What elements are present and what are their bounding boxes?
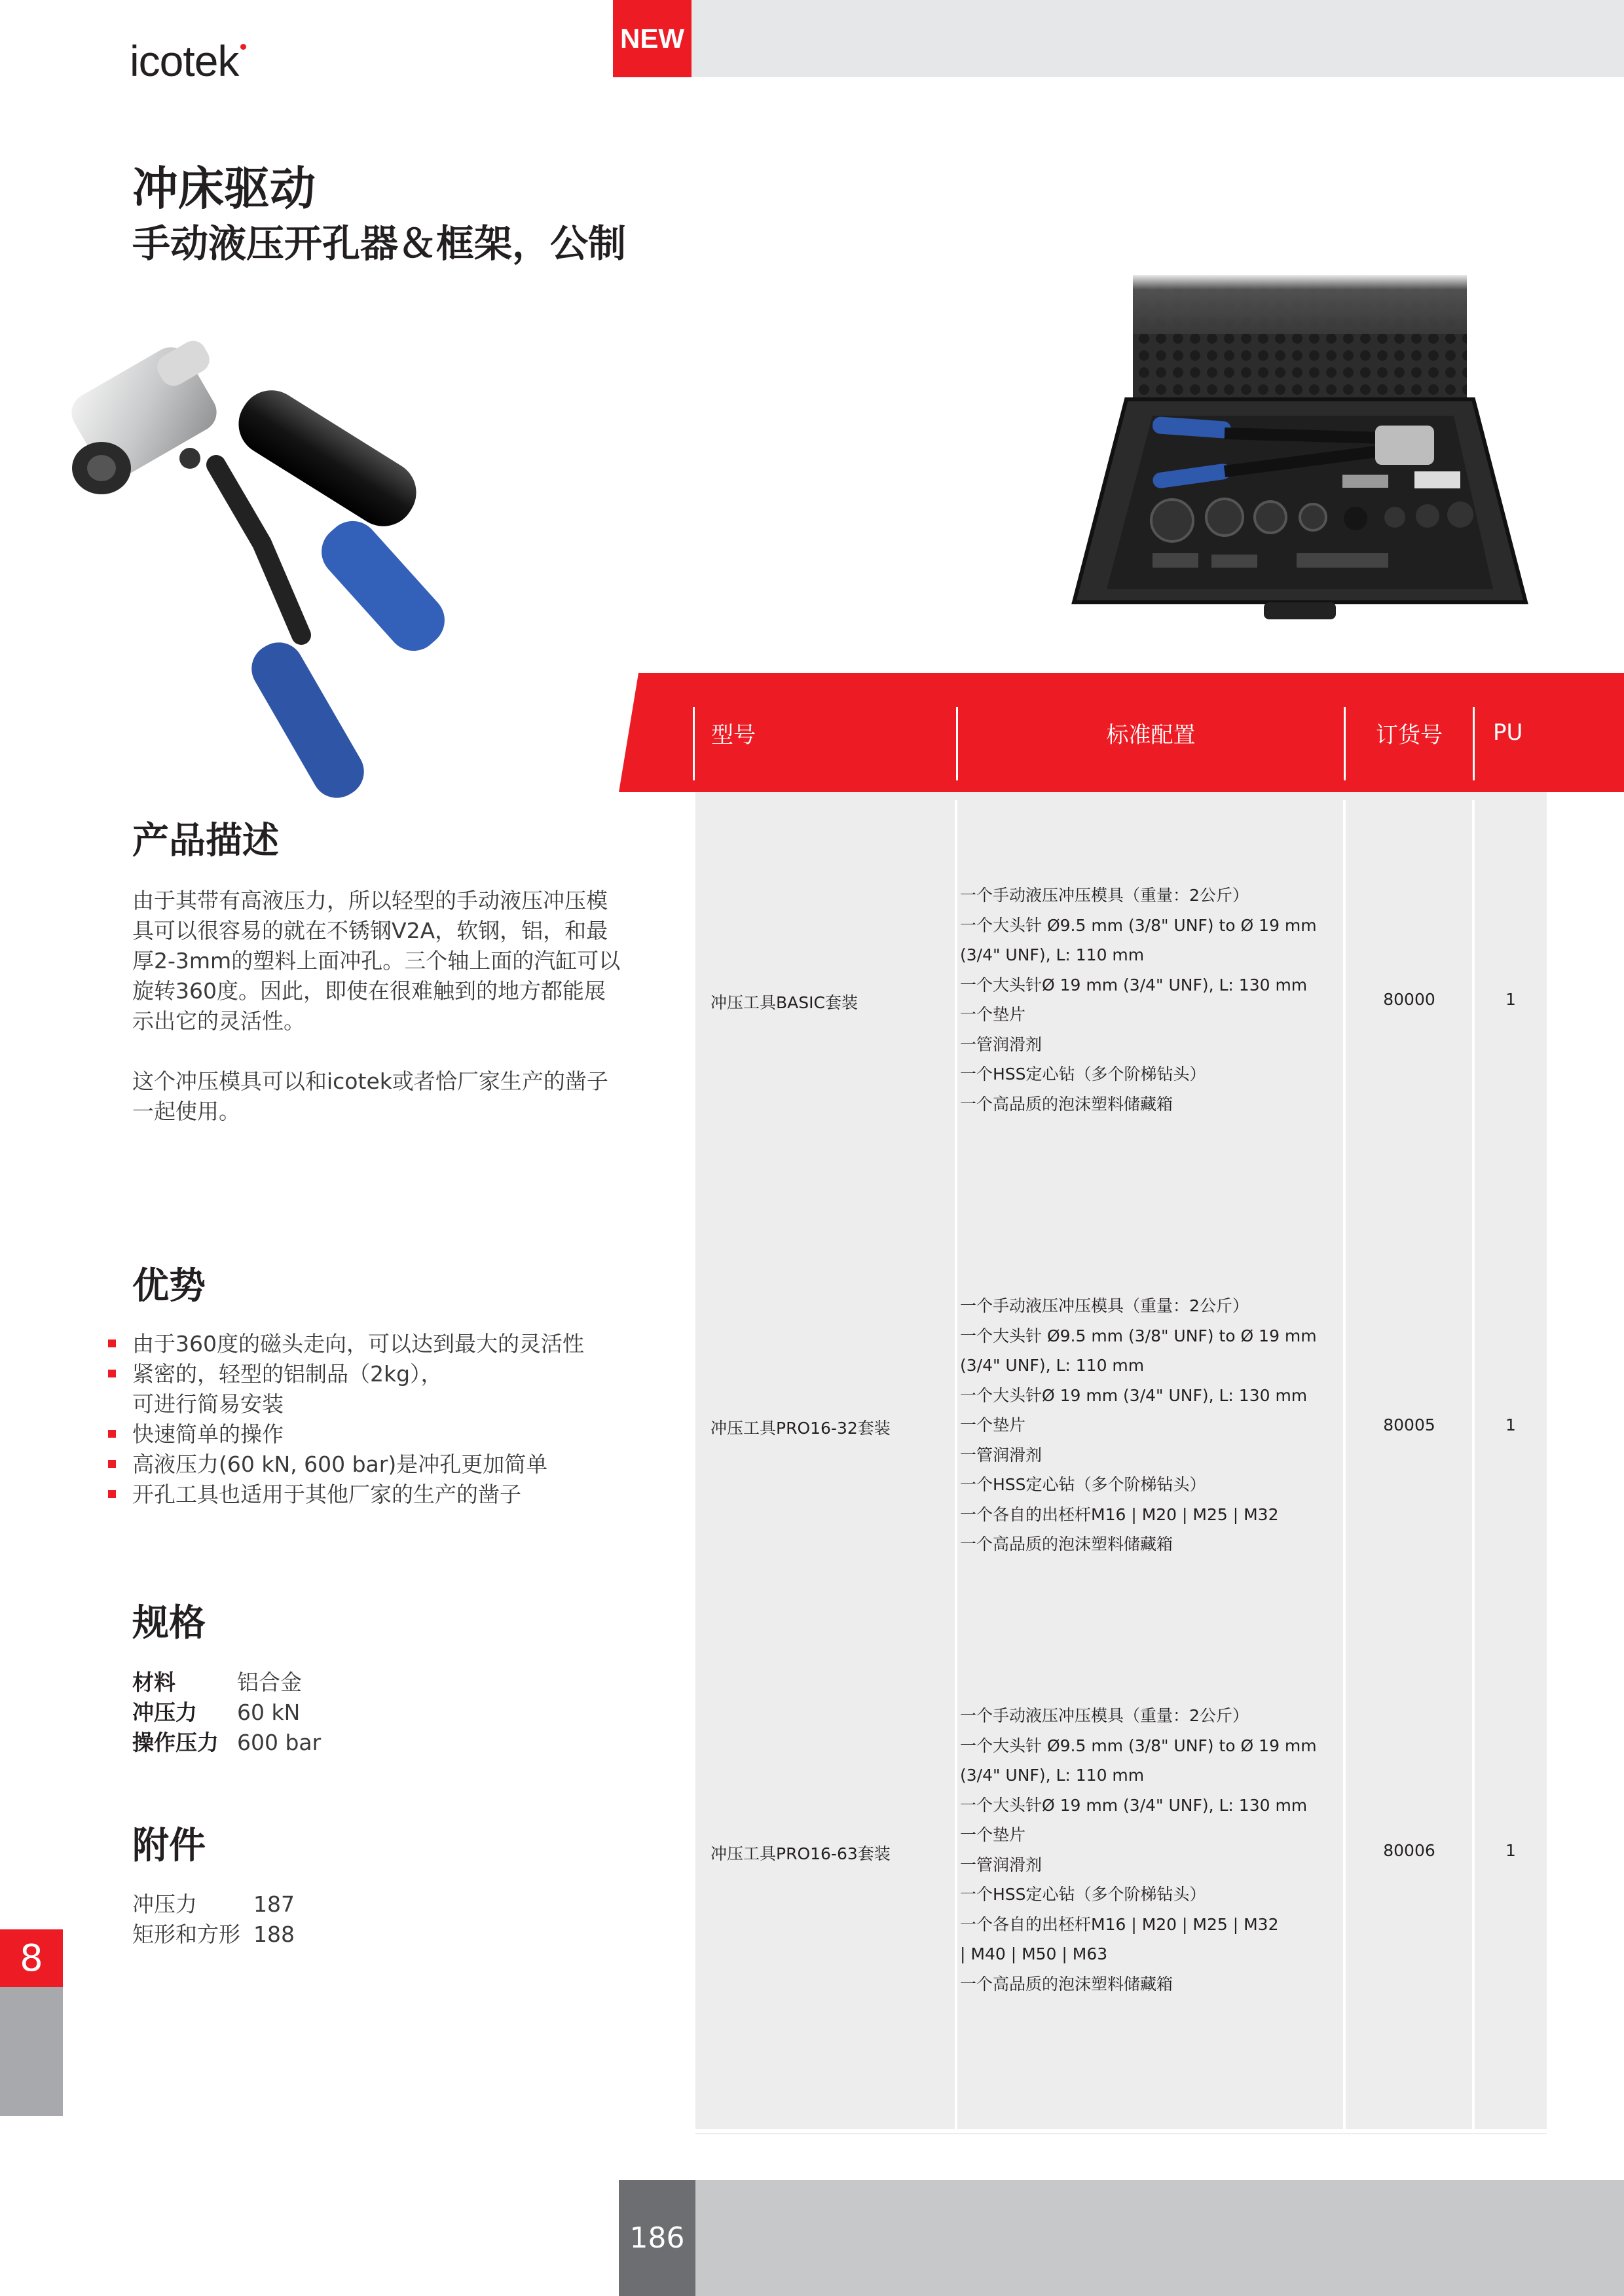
table-row-pu: 1 (1505, 1415, 1516, 1434)
description-line: 具可以很容易的就在不锈钢V2A，软钢，铝，和最 (132, 918, 608, 943)
description-text (132, 886, 620, 1127)
config-item: 一个高品质的泡沫塑料储藏箱 (960, 1535, 1173, 1554)
chapter-tab-bar (0, 1987, 63, 2116)
description-line: 一起使用。 (132, 1099, 240, 1124)
config-item: (3/4" UNF), L: 110 mm (960, 1356, 1145, 1375)
spec-row: 冲压力 60 kN (132, 1700, 301, 1725)
config-item: 一管润滑剂 (960, 1855, 1043, 1874)
config-item: 一个大头针Ø 19 mm (3/4" UNF), L: 130 mm (960, 1795, 1308, 1815)
table-row-config (960, 1291, 1317, 1559)
description-heading: 产品描述 (132, 820, 279, 862)
hydraulic-punch-tool-image (65, 327, 655, 805)
specs-table (132, 1667, 321, 1758)
column-header-config: 标准配置 (1106, 721, 1196, 748)
specs-heading: 规格 (132, 1602, 206, 1645)
table-row-model: 冲压工具BASIC套装 (710, 993, 858, 1012)
table-row-model: 冲压工具PRO16-63套装 (710, 1844, 891, 1863)
table-row-order-no: 80000 (1383, 990, 1435, 1009)
accessory-row: 矩形和方形 188 (132, 1922, 295, 1947)
config-item: 一管润滑剂 (960, 1445, 1043, 1465)
config-item: 一个各自的出柸杆M16 | M20 | M25 | M32 (960, 1504, 1279, 1524)
description-line: 这个冲压模具可以和icotek或者恰厂家生产的凿子 (132, 1068, 608, 1094)
table-row-config (960, 1701, 1317, 1999)
bullet-square-icon (108, 1370, 116, 1377)
config-item: 一个大头针Ø 19 mm (3/4" UNF), L: 130 mm (960, 975, 1308, 994)
accessory-row: 冲压力 187 (132, 1891, 295, 1917)
page-number: 186 (619, 2180, 695, 2296)
config-item: 一个手动液压冲压模具（重量：2公斤） (960, 1296, 1249, 1315)
table-row-config (960, 881, 1317, 1119)
config-item: 一个手动液压冲压模具（重量：2公斤） (960, 1706, 1249, 1725)
page-title: 冲床驱动 (132, 162, 316, 215)
config-item: (3/4" UNF), L: 110 mm (960, 945, 1145, 964)
config-item: 一个垫片 (960, 1005, 1026, 1024)
header-divider (1473, 707, 1475, 780)
column-header-pu: PU (1493, 720, 1523, 746)
table-row-order-no: 80006 (1383, 1841, 1435, 1860)
table-bottom-divider (695, 2129, 1547, 2133)
logo (130, 36, 238, 86)
logo-dot (240, 44, 246, 50)
advantage-item: 由于360度的磁头走向，可以达到最大的灵活性 (108, 1329, 584, 1359)
description-line: 厚2-3mm的塑料上面冲孔。三个轴上面的汽缸可以 (132, 948, 621, 974)
column-divider (955, 800, 957, 2129)
config-item: 一个大头针 Ø9.5 mm (3/8" UNF) to Ø 19 mm (960, 1736, 1317, 1755)
description-line: 由于其带有高液压力，所以轻型的手动液压冲压模 (132, 888, 608, 913)
bullet-square-icon (108, 1460, 116, 1468)
bullet-square-icon (108, 1430, 116, 1438)
config-item: | M40 | M50 | M63 (960, 1944, 1108, 1963)
header-bar (691, 0, 1624, 77)
config-item: 一个HSS定心钻（多个阶梯钻头） (960, 1065, 1206, 1084)
description-line: 旋转360度。因此，即使在很难触到的地方都能展 (132, 978, 606, 1004)
column-header-model: 型号 (711, 721, 756, 748)
advantage-item: 开孔工具也适用于其他厂家的生产的凿子 (108, 1480, 584, 1510)
spec-row: 材料 铝合金 (132, 1669, 302, 1695)
new-badge: NEW (613, 0, 692, 77)
advantage-item: 快速简单的操作 (108, 1419, 584, 1449)
config-item: (3/4" UNF), L: 110 mm (960, 1766, 1145, 1785)
accessories-table (132, 1889, 295, 1950)
column-header-order-no: 订货号 (1376, 721, 1443, 748)
spec-row: 操作压力 600 bar (132, 1730, 322, 1755)
table-row-pu: 1 (1505, 1841, 1516, 1860)
config-item: 一个HSS定心钻（多个阶梯钻头） (960, 1475, 1206, 1494)
table-row-model: 冲压工具PRO16-32套装 (710, 1419, 891, 1438)
tool-case-set-image (1067, 262, 1532, 629)
config-item: 一个大头针Ø 19 mm (3/4" UNF), L: 130 mm (960, 1385, 1308, 1405)
config-item: 一个高品质的泡沫塑料储藏箱 (960, 1974, 1173, 1994)
bullet-square-icon (108, 1339, 116, 1347)
table-row-pu: 1 (1505, 990, 1516, 1009)
config-item: 一个HSS定心钻（多个阶梯钻头） (960, 1885, 1206, 1904)
config-item: 一个大头针 Ø9.5 mm (3/8" UNF) to Ø 19 mm (960, 1326, 1317, 1345)
advantage-item: 紧密的，轻型的铝制品（2kg）， 可进行简易安装 (108, 1359, 584, 1419)
config-item: 一个大头针 Ø9.5 mm (3/8" UNF) to Ø 19 mm (960, 915, 1317, 935)
config-item: 一个各自的出柸杆M16 | M20 | M25 | M32 (960, 1914, 1279, 1934)
config-item: 一管润滑剂 (960, 1034, 1043, 1054)
table-row-order-no: 80005 (1383, 1415, 1435, 1434)
header-divider (693, 707, 695, 780)
table-header-notch (619, 673, 638, 792)
config-item: 一个垫片 (960, 1825, 1026, 1844)
description-line: 示出它的灵活性。 (132, 1008, 305, 1034)
accessories-heading: 附件 (132, 1825, 206, 1867)
advantages-list (108, 1329, 584, 1510)
bullet-square-icon (108, 1490, 116, 1498)
logo-text: icotek (130, 37, 239, 85)
footer-bar (695, 2180, 1624, 2296)
config-item: 一个高品质的泡沫塑料储藏箱 (960, 1094, 1173, 1114)
advantages-heading: 优势 (132, 1265, 206, 1307)
config-item: 一个垫片 (960, 1415, 1026, 1434)
config-item: 一个手动液压冲压模具（重量：2公斤） (960, 886, 1249, 905)
chapter-tab: 8 (0, 1929, 63, 1987)
advantage-item: 高液压力(60 kN, 600 bar)是冲孔更加简单 (108, 1449, 584, 1480)
page-subtitle: 手动液压开孔器＆框架，公制 (132, 221, 627, 266)
